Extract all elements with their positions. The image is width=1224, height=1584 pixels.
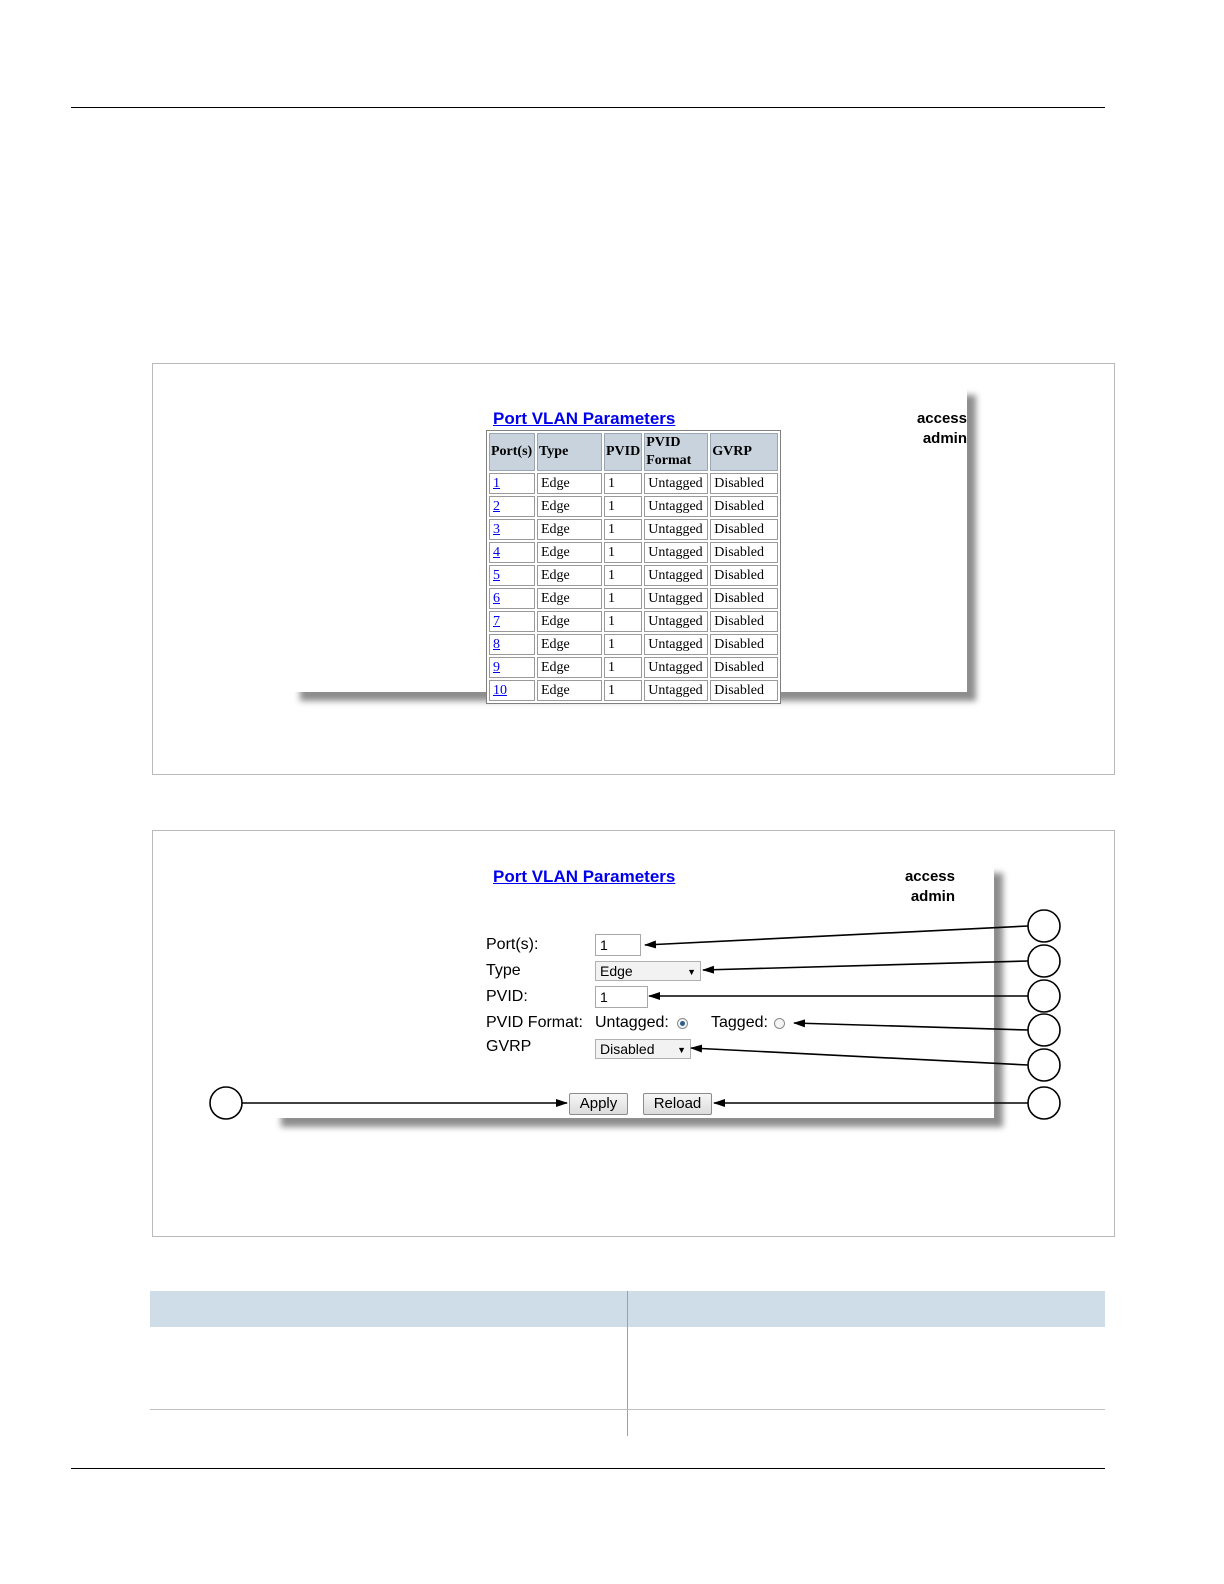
access-level	[851, 409, 967, 449]
gvrp-cell: Disabled	[710, 496, 778, 517]
page-title-link[interactable]: Port VLAN Parameters	[493, 409, 676, 428]
callout-circle-6	[1028, 1087, 1060, 1119]
table-row	[489, 588, 778, 609]
type-cell: Edge	[537, 519, 602, 540]
access-label: access	[916, 410, 967, 427]
type-cell: Edge	[537, 657, 602, 678]
col-type: Type	[537, 433, 602, 471]
pvid-format-cell: Untagged	[644, 542, 708, 563]
page-title-link[interactable]: Port VLAN Parameters	[493, 867, 676, 886]
pvid-format-cell: Untagged	[644, 611, 708, 632]
table-row	[489, 657, 778, 678]
col-pvid-format: PVID Format	[644, 433, 708, 471]
type-cell: Edge	[537, 611, 602, 632]
chevron-down-icon: ▼	[677, 1045, 686, 1055]
pvid-cell: 1	[604, 680, 642, 701]
port-cell	[489, 519, 535, 540]
gvrp-cell: Disabled	[710, 565, 778, 586]
table-row	[489, 519, 778, 540]
pvid-cell: 1	[604, 611, 642, 632]
untagged-label: Untagged:	[595, 1014, 669, 1031]
gvrp-label: GVRP	[486, 1038, 532, 1055]
port-vlan-table	[486, 430, 781, 704]
pvid-cell: 1	[604, 634, 642, 655]
callout-line-type	[703, 961, 1028, 970]
type-cell: Edge	[537, 473, 602, 494]
apply-button[interactable]: Apply	[569, 1093, 628, 1115]
reload-button[interactable]: Reload	[643, 1093, 712, 1115]
gvrp-select-value: Disabled	[600, 1041, 655, 1057]
bottom-rule	[71, 1468, 1105, 1469]
figure-port-vlan-form	[152, 830, 1115, 1237]
table-row	[489, 565, 778, 586]
table-header-row	[489, 433, 778, 471]
tagged-label: Tagged:	[711, 1014, 768, 1031]
type-cell: Edge	[537, 634, 602, 655]
port-link[interactable]: 10	[493, 683, 507, 698]
port-link[interactable]: 9	[493, 660, 500, 675]
port-cell	[489, 634, 535, 655]
chevron-down-icon: ▼	[687, 967, 696, 977]
parameter-table-row-divider	[150, 1409, 1105, 1410]
type-label: Type	[486, 962, 521, 979]
type-cell: Edge	[537, 542, 602, 563]
port-cell	[489, 473, 535, 494]
gvrp-cell: Disabled	[710, 588, 778, 609]
type-cell: Edge	[537, 680, 602, 701]
pvid-cell: 1	[604, 542, 642, 563]
port-cell	[489, 496, 535, 517]
pvid-format-cell: Untagged	[644, 634, 708, 655]
pvid-cell: 1	[604, 657, 642, 678]
pvid-format-cell: Untagged	[644, 565, 708, 586]
ports-label: Port(s):	[486, 936, 539, 953]
port-cell	[489, 588, 535, 609]
port-link[interactable]: 7	[493, 614, 500, 629]
callout-line-format	[794, 1023, 1028, 1030]
pvid-format-cell: Untagged	[644, 473, 708, 494]
table-row	[489, 542, 778, 563]
figure-port-vlan-table	[152, 363, 1115, 775]
table-row	[489, 496, 778, 517]
port-link[interactable]: 1	[493, 476, 500, 491]
port-cell	[489, 657, 535, 678]
pvid-cell: 1	[604, 565, 642, 586]
gvrp-cell: Disabled	[710, 519, 778, 540]
callout-circle-7	[210, 1087, 242, 1119]
callout-circle-2	[1028, 945, 1060, 977]
callout-circle-3	[1028, 980, 1060, 1012]
callout-circle-5	[1028, 1049, 1060, 1081]
callout-circle-1	[1028, 910, 1060, 942]
port-link[interactable]: 2	[493, 499, 500, 514]
pvid-cell: 1	[604, 496, 642, 517]
top-rule	[71, 107, 1105, 108]
gvrp-cell: Disabled	[710, 611, 778, 632]
pvid-format-cell: Untagged	[644, 519, 708, 540]
pvid-cell: 1	[604, 588, 642, 609]
gvrp-cell: Disabled	[710, 542, 778, 563]
pvid-format-label: PVID Format:	[486, 1014, 583, 1031]
gvrp-cell: Disabled	[710, 473, 778, 494]
port-link[interactable]: 5	[493, 568, 500, 583]
ports-input[interactable]: 1	[595, 934, 641, 956]
type-select-value: Edge	[600, 963, 633, 979]
parameter-table-column-divider	[627, 1291, 628, 1436]
port-cell	[489, 611, 535, 632]
pvid-cell: 1	[604, 519, 642, 540]
pvid-format-cell: Untagged	[644, 680, 708, 701]
col-ports: Port(s)	[489, 433, 535, 471]
type-cell: Edge	[537, 565, 602, 586]
port-link[interactable]: 4	[493, 545, 500, 560]
table-row	[489, 634, 778, 655]
pvid-input[interactable]: 1	[595, 986, 648, 1008]
col-gvrp: GVRP	[710, 433, 778, 471]
port-link[interactable]: 8	[493, 637, 500, 652]
table-row	[489, 611, 778, 632]
access-label: access	[904, 868, 955, 885]
type-cell: Edge	[537, 588, 602, 609]
pvid-format-cell: Untagged	[644, 657, 708, 678]
access-user: admin	[910, 888, 955, 905]
pvid-format-cell: Untagged	[644, 496, 708, 517]
pvid-format-cell: Untagged	[644, 588, 708, 609]
col-pvid: PVID	[604, 433, 642, 471]
port-link[interactable]: 6	[493, 591, 500, 606]
table-row	[489, 473, 778, 494]
table-row	[489, 680, 778, 701]
access-user: admin	[922, 430, 967, 447]
gvrp-cell: Disabled	[710, 634, 778, 655]
gvrp-cell: Disabled	[710, 657, 778, 678]
pvid-cell: 1	[604, 473, 642, 494]
port-cell	[489, 565, 535, 586]
pvid-label: PVID:	[486, 988, 528, 1005]
callout-line-gvrp	[691, 1048, 1028, 1065]
callout-arrows	[153, 831, 1116, 1238]
gvrp-cell: Disabled	[710, 680, 778, 701]
callout-circle-4	[1028, 1014, 1060, 1046]
port-link[interactable]: 3	[493, 522, 500, 537]
port-cell	[489, 542, 535, 563]
callout-line-ports	[645, 926, 1028, 945]
port-cell	[489, 680, 535, 701]
type-cell: Edge	[537, 496, 602, 517]
